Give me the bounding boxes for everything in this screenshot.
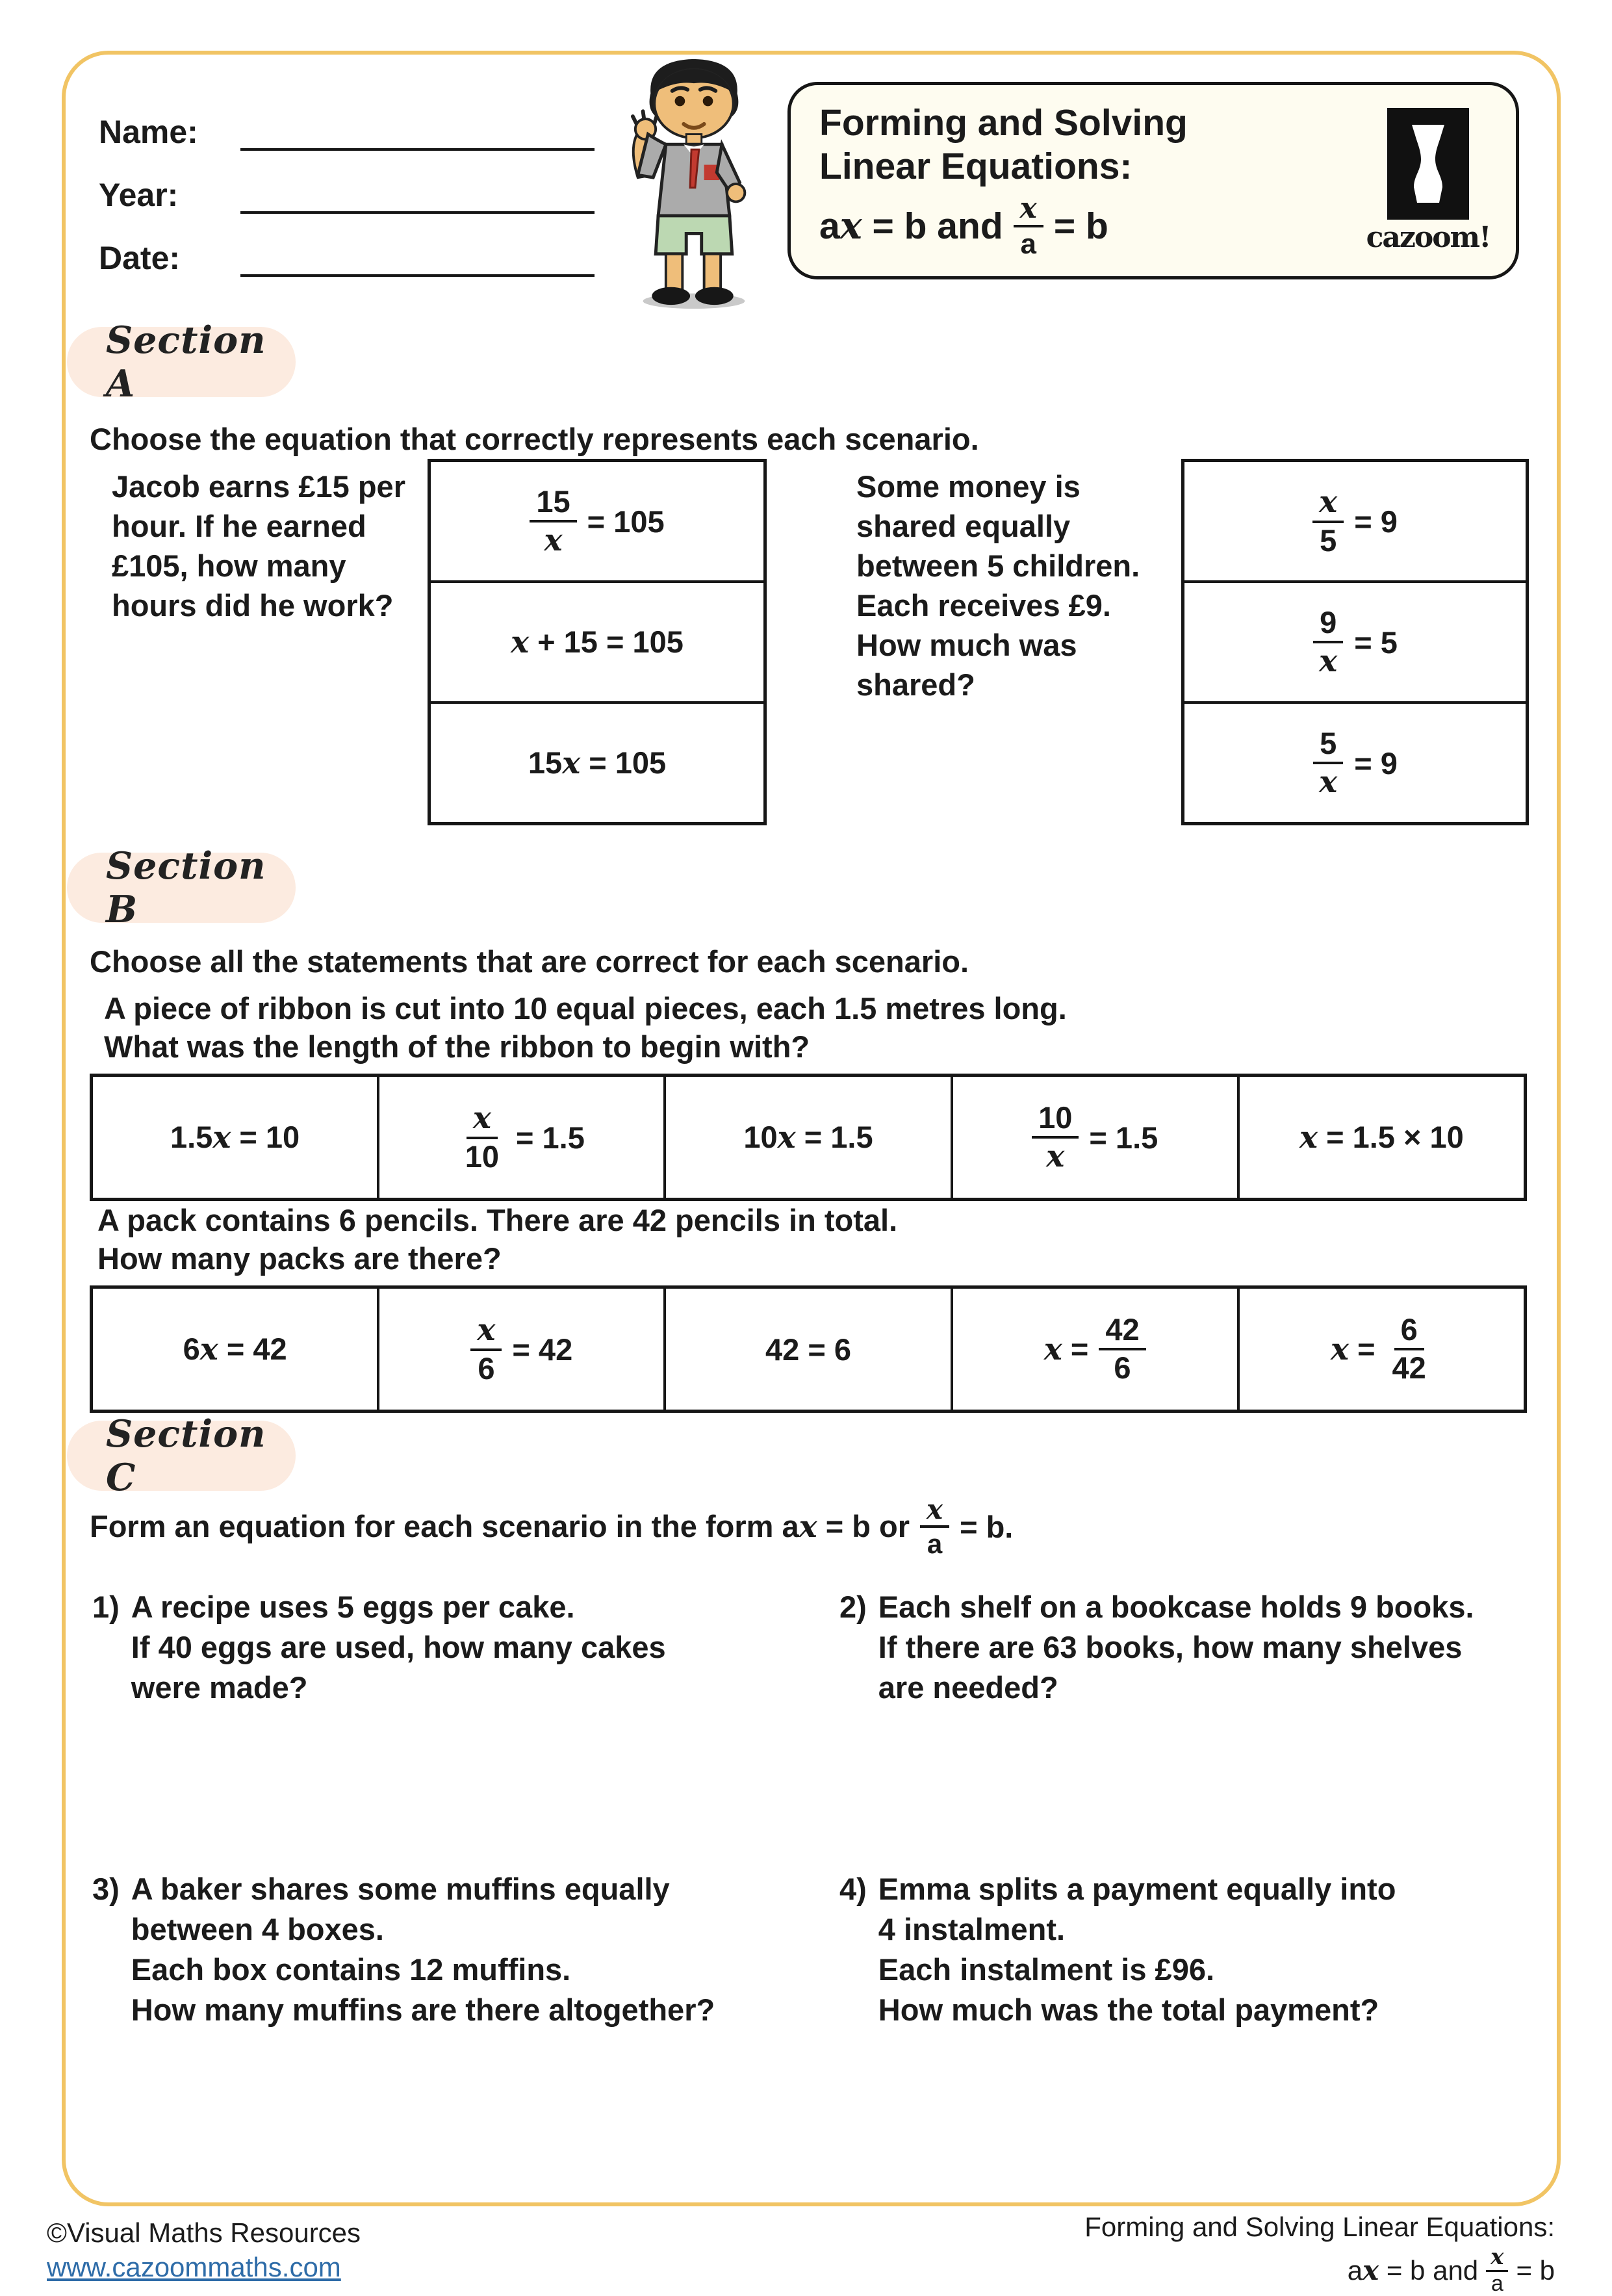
section-b-instruction: Choose all the statements that are correct for each scenario.: [90, 944, 969, 979]
scenario-line: What was the length of the ribbon to begin with?: [104, 1029, 810, 1064]
year-field-row: [99, 172, 595, 214]
copyright-text: ©Visual Maths Resources: [47, 2217, 361, 2248]
section-a-scenario2-options: [1181, 459, 1529, 825]
option-cell[interactable]: 6x = 42: [93, 1289, 379, 1410]
section-c-instruction: [90, 1495, 1013, 1559]
section-b-label: Section B: [106, 844, 266, 931]
cazoom-logo-text: cazoom!: [1366, 220, 1490, 254]
problem-4: [839, 1869, 1541, 2030]
option-box[interactable]: 15x = 105: [528, 745, 667, 781]
cazoom-logo-icon: [1387, 108, 1469, 220]
worksheet-title: [819, 101, 1360, 260]
section-b-scenario1-options: [90, 1074, 1527, 1201]
title-math-pre: ax = b and: [819, 204, 1003, 248]
option-cell[interactable]: $\frac{10}{x}$ = 1.5: [953, 1077, 1240, 1198]
problem-number: 4): [839, 1872, 867, 1906]
option-box[interactable]: x + 15 = 105: [431, 583, 763, 704]
name-input-line[interactable]: [240, 110, 595, 151]
section-c-label: Section C: [106, 1412, 266, 1499]
problem-text: A baker shares some muffins equally between 4 boxes. Each box contains 12 muffins. How many muffins are there altogether?: [131, 1872, 715, 2028]
section-a-instruction: Choose the equation that correctly represents each scenario.: [90, 422, 979, 456]
option-box[interactable]: $\frac{x}{5}$ = 9: [1184, 462, 1526, 583]
option-cell[interactable]: 42 = 6: [666, 1289, 953, 1410]
title-math-post: = b: [1053, 205, 1108, 247]
section-a-scenario1-text: Jacob earns £15 per hour. If he earned £105, how many hours did he work?: [112, 469, 405, 623]
option-cell[interactable]: x = 1.5 × 10: [1299, 1120, 1464, 1155]
option-box[interactable]: $\frac{15}{x}$ = 105: [431, 462, 763, 583]
section-c-badge: [67, 1412, 296, 1499]
problem-text: Each shelf on a bookcase holds 9 books. If there are 63 books, how many shelves are needed?: [878, 1590, 1474, 1705]
problem-3: [92, 1869, 794, 2030]
title-math: [819, 193, 1360, 260]
section-a-label: Section A: [106, 318, 266, 406]
section-b-scenario2-text: [97, 1201, 1462, 1278]
worksheet-title-box: [787, 82, 1519, 279]
boy-cartoon-illustration: [609, 55, 776, 310]
name-field-row: [99, 109, 595, 151]
option-cell[interactable]: $\frac{x}{10}$ = 1.5: [379, 1077, 666, 1198]
student-fields: [99, 109, 595, 298]
instruction-post: = b.: [960, 1509, 1014, 1544]
option-box[interactable]: $\frac{9}{x}$ = 5: [1184, 583, 1526, 704]
problem-1: [92, 1587, 794, 1708]
footer-right: [1084, 2211, 1555, 2296]
section-a-badge: [67, 318, 296, 406]
scenario-line: How many packs are there?: [97, 1241, 502, 1276]
date-field-row: [99, 235, 595, 277]
section-b-badge: [67, 844, 296, 931]
scenario-line: A pack contains 6 pencils. There are 42 pencils in total.: [97, 1203, 898, 1237]
footer-fraction: $\frac{x}{a}$: [1486, 2246, 1508, 2295]
problem-number: 3): [92, 1872, 120, 1906]
date-label: Date:: [99, 240, 181, 276]
date-input-line[interactable]: [240, 237, 595, 277]
problem-2: [839, 1587, 1541, 1708]
option-cell[interactable]: 1.5x = 10: [93, 1077, 379, 1198]
problem-number: 2): [839, 1590, 867, 1624]
year-input-line[interactable]: [240, 174, 595, 214]
cazoom-logo: [1360, 108, 1496, 254]
option-cell[interactable]: x = $\frac{42}{6}$: [953, 1289, 1240, 1410]
name-label: Name:: [99, 114, 198, 150]
section-b-scenario1-text: [104, 989, 1468, 1066]
section-b-scenario2-options: [90, 1285, 1527, 1413]
website-link[interactable]: www.cazoommaths.com: [47, 2251, 341, 2282]
scenario-line: A piece of ribbon is cut into 10 equal pieces, each 1.5 metres long.: [104, 991, 1067, 1025]
option-cell[interactable]: $\frac{x}{6}$ = 42: [379, 1289, 666, 1410]
option-box[interactable]: $\frac{5}{x}$ = 9: [1184, 704, 1526, 822]
title-line2: Linear Equations:: [819, 146, 1132, 188]
section-a-scenario1-options: [428, 459, 767, 825]
footer-title: Forming and Solving Linear Equations:: [1084, 2212, 1555, 2242]
problem-number: 1): [92, 1590, 120, 1624]
option-cell[interactable]: x = $\frac{6}{42}$: [1331, 1312, 1426, 1385]
section-a-scenario2-text: Some money is shared equally between 5 children. Each receives £9. How much was shared?: [856, 469, 1140, 703]
title-fraction: $\frac{x}{a}$: [1014, 193, 1043, 260]
option-cell[interactable]: 10x = 1.5: [666, 1077, 953, 1198]
instruction-pre: Form an equation for each scenario in the form ax = b or: [90, 1509, 910, 1545]
problem-text: Emma splits a payment equally into 4 instalment. Each instalment is £96. How much was the total payment?: [878, 1872, 1396, 2028]
instruction-fraction: $\frac{x}{a}$: [920, 1495, 949, 1559]
footer-math: ax = b and $\frac{x}{a}$ = b: [1347, 2244, 1555, 2296]
year-label: Year:: [99, 177, 179, 213]
footer-left: [47, 2216, 361, 2284]
title-line1: Forming and Solving: [819, 102, 1188, 144]
problem-text: A recipe uses 5 eggs per cake. If 40 eggs are used, how many cakes were made?: [131, 1590, 666, 1705]
